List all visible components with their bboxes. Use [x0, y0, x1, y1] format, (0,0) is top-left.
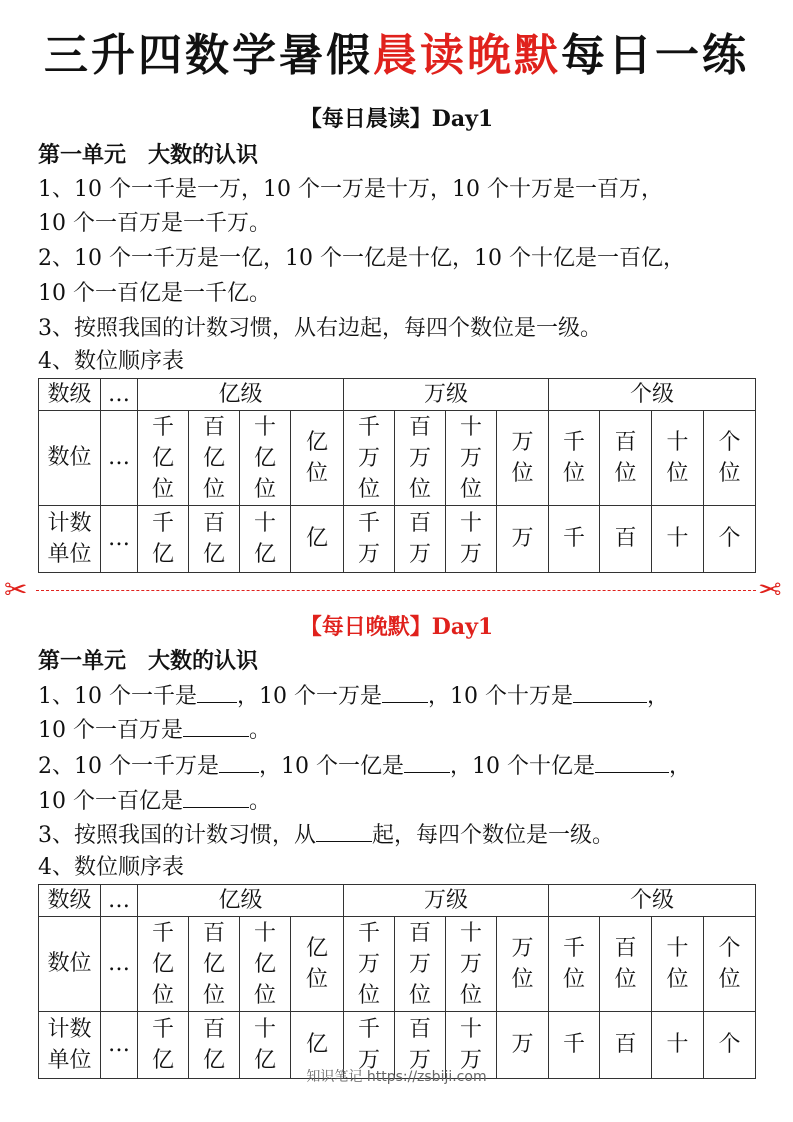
- table-row: [39, 411, 756, 506]
- morning-line-4: 4、数位顺序表: [38, 349, 184, 374]
- table-cell: 千 万: [344, 506, 395, 573]
- table-cell: 万: [497, 1012, 549, 1079]
- table-cell: 百 亿 位: [189, 411, 240, 506]
- group-ge: 个级: [549, 379, 756, 411]
- table-cell: 千 位: [549, 917, 600, 1012]
- table-cell: 百 位: [600, 917, 652, 1012]
- table-cell: 千 亿: [138, 1012, 189, 1079]
- fill-blank[interactable]: [382, 680, 428, 703]
- ellipsis-cell: …: [101, 379, 138, 411]
- table-row: [39, 917, 756, 1012]
- table-cell: 十 亿: [240, 1012, 291, 1079]
- row-label: 数级: [39, 885, 101, 917]
- scissors-left-icon: ✂: [4, 573, 28, 606]
- evening-line-1b: 10 个一百万是 。: [38, 714, 768, 747]
- table-cell: 百 万: [395, 506, 446, 573]
- table-cell: 十 万 位: [446, 411, 497, 506]
- page-title: 三升四数学暑假晨读晚默每日一练: [44, 30, 749, 81]
- evening-line-3: 3、按照我国的计数习惯，从 起，每四个数位是一级。: [38, 819, 768, 852]
- evening-line-4: 4、数位顺序表: [38, 855, 184, 880]
- table-cell: 十 万: [446, 506, 497, 573]
- table-cell: 百: [600, 1012, 652, 1079]
- table-cell: 亿: [291, 1012, 344, 1079]
- table-cell: 亿: [291, 506, 344, 573]
- row-label: 数级: [39, 379, 101, 411]
- table-cell: 个 位: [704, 411, 756, 506]
- table-cell: 千 亿 位: [138, 411, 189, 506]
- table-cell: 亿 位: [291, 411, 344, 506]
- scissors-right-icon: ✂: [758, 573, 782, 606]
- group-ge: 个级: [549, 885, 756, 917]
- table-cell: 个: [704, 506, 756, 573]
- cut-line: [36, 590, 756, 591]
- table-cell: 千 万 位: [344, 411, 395, 506]
- evening-unit-title: 第一单元 大数的认识: [38, 648, 259, 674]
- group-yi: 亿级: [138, 379, 344, 411]
- fill-blank[interactable]: [573, 680, 647, 703]
- table-cell: 百 万 位: [395, 411, 446, 506]
- morning-line-2a: 2、10 个一千万是一亿，10 个一亿是十亿，10 个十亿是一百亿，: [38, 246, 685, 271]
- table-cell: 万 位: [497, 917, 549, 1012]
- row-label: 数位: [39, 917, 101, 1012]
- row-label: 计数 单位: [39, 506, 101, 573]
- table-cell: 千 亿 位: [138, 917, 189, 1012]
- table-cell: 千: [549, 1012, 600, 1079]
- table-cell: 十: [652, 1012, 704, 1079]
- table-cell: 十 万: [446, 1012, 497, 1079]
- fill-blank[interactable]: [183, 714, 249, 737]
- evening-line-2a: 2、10 个一千万是 ，10 个一亿是 ，10 个十亿是 ，: [38, 750, 768, 783]
- ellipsis-cell: …: [101, 506, 138, 573]
- table-row: [39, 885, 756, 917]
- fill-blank[interactable]: [404, 750, 450, 773]
- morning-place-value-table: [38, 378, 756, 573]
- row-label: 计数 单位: [39, 1012, 101, 1079]
- morning-line-1a: 1、10 个一千是一万，10 个一万是十万，10 个十万是一百万，: [38, 177, 663, 202]
- morning-line-2b: 10 个一百亿是一千亿。: [38, 281, 271, 306]
- table-cell: 个: [704, 1012, 756, 1079]
- table-row: [39, 379, 756, 411]
- fill-blank[interactable]: [316, 819, 372, 842]
- ellipsis-cell: …: [101, 917, 138, 1012]
- table-cell: 千 万: [344, 1012, 395, 1079]
- table-cell: 百: [600, 506, 652, 573]
- table-cell: 个 位: [704, 917, 756, 1012]
- title-highlight: 晨读晚默: [373, 30, 561, 81]
- table-cell: 百 亿: [189, 506, 240, 573]
- group-yi: 亿级: [138, 885, 344, 917]
- morning-heading: 【每日晨读】Day1: [299, 106, 494, 132]
- table-cell: 百 亿 位: [189, 917, 240, 1012]
- group-wan: 万级: [344, 885, 549, 917]
- table-cell: 百 万 位: [395, 917, 446, 1012]
- table-cell: 千 亿: [138, 506, 189, 573]
- table-cell: 十 位: [652, 411, 704, 506]
- table-cell: 十 位: [652, 917, 704, 1012]
- morning-line-1b: 10 个一百万是一千万。: [38, 211, 271, 236]
- ellipsis-cell: …: [101, 1012, 138, 1079]
- evening-place-value-table: [38, 884, 756, 1079]
- fill-blank[interactable]: [197, 680, 237, 703]
- table-cell: 百 亿: [189, 1012, 240, 1079]
- fill-blank[interactable]: [219, 750, 259, 773]
- table-cell: 千 万 位: [344, 917, 395, 1012]
- morning-line-3: 3、按照我国的计数习惯，从右边起，每四个数位是一级。: [38, 316, 602, 341]
- fill-blank[interactable]: [183, 785, 249, 808]
- morning-unit-title: 第一单元 大数的认识: [38, 142, 259, 168]
- table-cell: 十 亿 位: [240, 411, 291, 506]
- table-row: [39, 506, 756, 573]
- table-cell: 十 亿 位: [240, 917, 291, 1012]
- evening-line-1a: 1、10 个一千是 ，10 个一万是 ，10 个十万是 ，: [38, 680, 768, 713]
- table-cell: 十 万 位: [446, 917, 497, 1012]
- ellipsis-cell: …: [101, 885, 138, 917]
- table-cell: 百 位: [600, 411, 652, 506]
- evening-heading: 【每日晚默】Day1: [299, 614, 494, 640]
- table-cell: 万 位: [497, 411, 549, 506]
- fill-blank[interactable]: [595, 750, 669, 773]
- table-cell: 千: [549, 506, 600, 573]
- table-cell: 亿 位: [291, 917, 344, 1012]
- table-cell: 十: [652, 506, 704, 573]
- table-cell: 百 万: [395, 1012, 446, 1079]
- row-label: 数位: [39, 411, 101, 506]
- group-wan: 万级: [344, 379, 549, 411]
- table-cell: 十 亿: [240, 506, 291, 573]
- table-cell: 千 位: [549, 411, 600, 506]
- ellipsis-cell: …: [101, 411, 138, 506]
- table-cell: 万: [497, 506, 549, 573]
- watermark: 知识笔记 https://zsbiji.com: [306, 1069, 487, 1085]
- evening-line-2b: 10 个一百亿是 。: [38, 785, 768, 818]
